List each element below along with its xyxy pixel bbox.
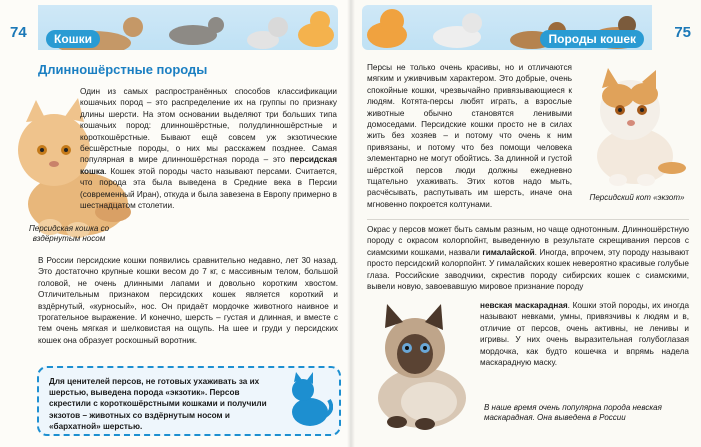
section-divider xyxy=(367,219,689,220)
himalayan-breed-term: гималайской xyxy=(482,247,535,257)
header-banner-right xyxy=(362,5,652,50)
persian-breed-term: персидская кошка xyxy=(80,155,337,176)
blue-cat-silhouette-icon xyxy=(283,372,333,430)
exotic-kitten-illustration xyxy=(580,68,690,190)
header-banner-left xyxy=(38,5,338,50)
right-paragraph-2-mid: . Иногда, впрочем, эту породу называют просто персидский колорпойнт. У гималайских кошек невероятно красивые голубые глаза. Российские заводчики, скрестив породу сибирских кошек с сиамскими, вывели новую, завоевавшую мировое признание породу xyxy=(367,247,689,292)
exotic-note-box xyxy=(37,366,341,436)
neva-breed-term: невская маскарадная xyxy=(480,301,568,310)
right-paragraph-2a xyxy=(367,224,689,292)
page-gutter xyxy=(347,0,355,447)
right-paragraph-2-text: Окрас у персов может быть самым разным, но чаще однотонным. Длинношёрстную породу с окрасом колорпойнт, выведенную в результате скрещивания персов с сиамскими кошками, назвали xyxy=(367,225,689,257)
left-paragraph-1-text: Один из самых распространённых способов классификации кошачьих пород – это распределение их на группы по признаку длины шерсти. На этом основании выделяют три больших типа кошачьих пород: длинношёрстные, полудлинношёрстные и короткошёрстные. Бывают ещё совсем уж экзотические бесшёрстные породы, о них мы расскажем позднее. Самая популярная в мире длинношёрстная порода – это xyxy=(80,87,337,165)
neva-masquerade-cat-illustration xyxy=(367,300,477,430)
section-title: Длинношёрстные породы xyxy=(38,62,208,77)
page-number-right: 75 xyxy=(674,24,691,41)
neva-cat-caption: В наше время очень популярна порода невская маскарадная. Она выведена в России xyxy=(484,403,662,422)
section-tag-breeds: Породы кошек xyxy=(540,30,644,48)
persian-cat-caption: Персидская кошка со вздёрнутым носом xyxy=(28,224,110,243)
left-paragraph-1-tail: . Кошек этой породы часто называют персами. Считается, что порода эта была выведена в Средние века в Персии (современный Иран), откуда и была завезена в Европу примерно в шестнадцатом столетии. xyxy=(80,166,337,211)
section-tag-cats: Кошки xyxy=(46,30,100,48)
exotic-cat-caption: Персидский кот «экзот» xyxy=(589,193,685,202)
right-paragraph-2b xyxy=(480,300,689,368)
left-paragraph-2: В России персидские кошки появились сравнительно недавно, лет 30 назад. Это достаточно крупные кошки весом до 7 кг, с массивным телом, большой головой, не очень длинными лапами и довольно коротким хвостом. Отличительным признаком персидских кошек является короткий и вздёрнутый, «курносый», нос. Он придаёт мордочке животного наивное и трогательное выражение. И конечно, шерсть – густая и длинная, и вместе с тем очень мягкая и шелковистая на ощупь. На шее и груди у персидских кошек она образует роскошный воротник. xyxy=(38,256,338,345)
page-number-left: 74 xyxy=(10,24,27,41)
right-paragraph-2-tail: . Кошки этой породы, их иногда называют невками, умны, привязчивы к людям и в, отличие от персов, очень активны, не ленивы и игривы. У них очень выразительная голубоглазая мордочка, как будто кошечка и впрямь надела маскарадную маску. xyxy=(480,301,689,368)
exotic-note-text: Для ценителей персов, не готовых ухаживать за их шерстью, выведена порода «экзотик». Персов скрестили с короткошёрстными кошками и получили экзотов – животных со вздёрнутым носом и «бархатной» шерстью. xyxy=(49,377,267,431)
left-paragraph-1 xyxy=(80,86,337,211)
right-paragraph-1: Персы не только очень красивы, но и отличаются мягким и уживчивым характером. Это добрые, очень спокойные кошки, чрезвычайно привязывающиеся к людям. Котята-персы любят играть, а взрослые животные обычно становятся ленивыми домоседами. Персидские кошки просто не в силах жить без хозяев – и потому что очень к ним привязаны, и потому что без помощи человека элементарно не могут обойтись. За длинной и густой шёрсткой персов люди должны ежедневно тщательно ухаживать. Этих котов надо мыть, расчёсывать, распутывать им шерсть, иначе она мгновенно покроется колтунами. xyxy=(367,63,572,209)
